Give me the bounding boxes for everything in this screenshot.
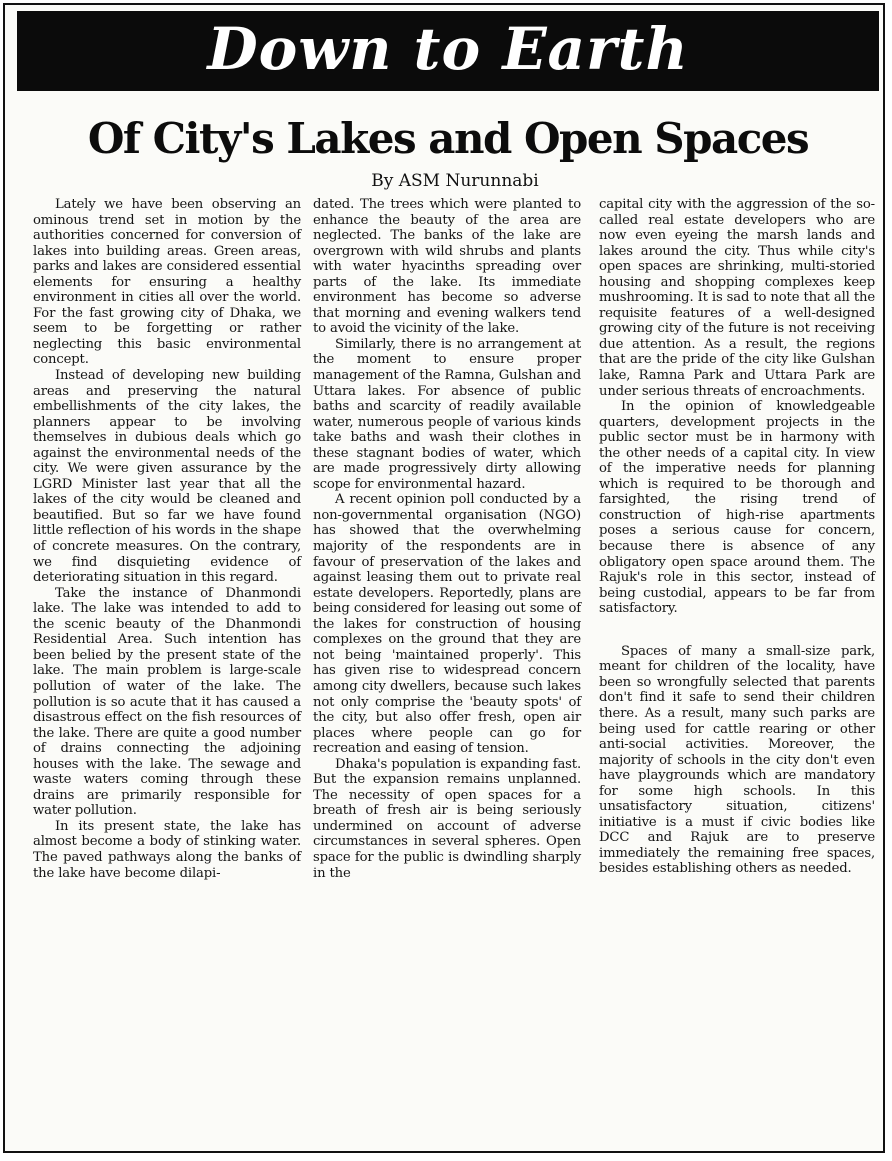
paragraph: Take the instance of Dhanmondi lake. The lake was intended to add to the scenic beauty of the Dhanmondi Residential Area. Such intention has been belied by the present state of the lake. The main problem is large-scale pollution of water of the lake. The pollution is so acute that it has caused a disastrous effect on the fish resources of the lake. There are quite a good number of drains connecting the adjoining houses with the lake. The sewage and waste waters coming through these drains are primarily responsible for water pollution. [33,585,301,819]
paragraph: A recent opinion poll conducted by a non-governmental organisation (NGO) has showed that the overwhelming majority of the respondents are in favour of preservation of the lakes and against leasing them out to private real estate developers. Reportedly, plans are being considered for leasing out some of the lakes for construction of housing complexes on the ground that they are not being 'maintained properly'. This has given rise to widespread concern among city dwellers, because such lakes not only comprise the 'beauty spots' of the city, but also offer fresh, open air places where people can go for recreation and easing of tension. [313,492,581,757]
paragraph: capital city with the aggression of the so-called real estate developers who are now even eyeing the marsh lands and lakes around the city. Thus while city's open spaces are shrinking, multi-storied housing and shopping complexes keep mushrooming. It is sad to note that all the requisite features of a well-designed growing city of the future is not receiving due attention. As a result, the regions that are the pride of the city like Gulshan lake, Ramna Park and Uttara Park are under serious threats of encroachments. [599,197,875,399]
paragraph: Spaces of many a small-size park, meant for children of the locality, have been so wrongfully selected that parents don't find it safe to send their children there. As a result, many such parks are being used for cattle rearing or other anti-social activities. Moreover, the majority of schools in the city don't even have playgrounds which are mandatory for some high schools. In this unsatisfactory situation, citizens' initiative is a must if civic bodies like DCC and Rajuk are to preserve immediately the remaining free spaces, besides establishing others as needed. [599,643,875,877]
paragraph: Lately we have been observing an ominous trend set in motion by the authorities concerned for conversion of lakes into building areas. Green areas, parks and lakes are considered essential elements for ensuring a healthy environment in cities all over the world. For the fast growing city of Dhaka, we seem to be forgetting or rather neglecting this basic environmental concept. [33,197,301,368]
article-column-3 [599,197,875,877]
article-headline: Of City's Lakes and Open Spaces [87,114,809,163]
article-byline: By ASM Nurunnabi [371,171,539,191]
article-column-2 [313,197,581,881]
article-frame [3,3,885,1153]
paragraph: Instead of developing new building areas and preserving the natural embellishments of the city lakes, the planners appear to be involving themselves in dubious deals which go against the environmental needs of the city. We were given assurance by the LGRD Minister last year that all the lakes of the city would be cleaned and beautified. But so far we have found little reflection of his words in the shape of concrete measures. On the contrary, we find disquieting evidence of deteriorating situation in this regard. [33,368,301,586]
article-column-1 [33,197,301,881]
banner-title: Down to Earth [207,15,689,83]
column-banner [17,11,879,91]
paragraph: Dhaka's population is expanding fast. But the expansion remains unplanned. The necessity of open spaces for a breath of fresh air is being seriously undermined on account of adverse circumstances in several spheres. Open space for the public is dwindling sharply in the [313,756,581,881]
paragraph: dated. The trees which were planted to enhance the beauty of the area are neglected. The banks of the lake are overgrown with wild shrubs and plants with water hyacinths spreading over parts of the lake. Its immediate environment has become so adverse that morning and evening walkers tend to avoid the vicinity of the lake. [313,197,581,337]
paragraph: Similarly, there is no arrangement at the moment to ensure proper management of the Ramna, Gulshan and Uttara lakes. For absence of public baths and scarcity of readily available water, numerous people of various kinds take baths and wash their clothes in these stagnant bodies of water, which are made progressively dirty allowing scope for environmental hazard. [313,336,581,492]
paragraph: In its present state, the lake has almost become a body of stinking water. The paved pathways along the banks of the lake have become dilapi- [33,818,301,881]
paragraph: In the opinion of knowledgeable quarters, development projects in the public sector must be in harmony with the other needs of a capital city. In view of the imperative needs for planning which is required to be thorough and farsighted, the rising trend of construction of high-rise apartments poses a serious cause for concern, because there is absence of any obligatory open space around them. The Rajuk's role in this sector, instead of being custodial, appears to be far from satisfactory. [599,399,875,617]
